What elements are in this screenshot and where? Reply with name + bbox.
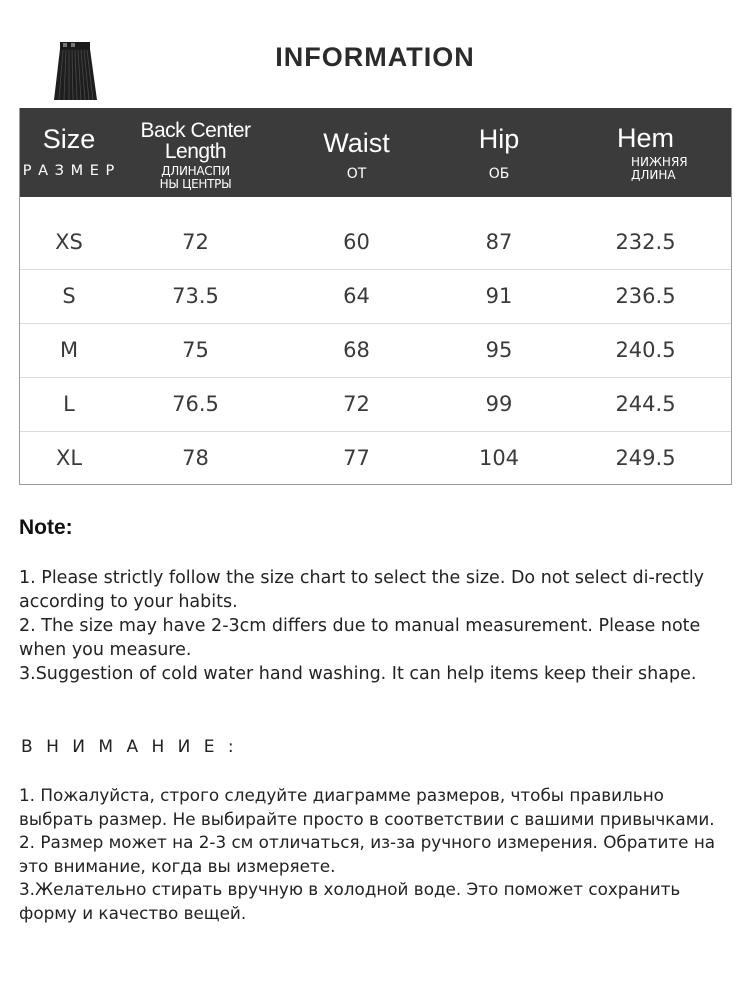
note-item-russian: 3.Желательно стирать вручную в холодной воде. Это поможет сохранить форму и качество вещей.	[19, 879, 681, 923]
header-hem	[558, 108, 733, 197]
cell-size: L	[63, 392, 75, 416]
table-row	[20, 215, 731, 269]
table-row	[20, 431, 731, 485]
page-title: INFORMATION	[275, 42, 475, 72]
cell-back-center-length: 73.5	[172, 284, 219, 308]
note-heading-russian: В Н И М А Н И Е :	[21, 737, 238, 757]
header-back-center-length-en-1: Back Center	[140, 119, 251, 142]
cell-hem: 240.5	[615, 338, 676, 362]
header-hem-ru-2: ДЛИНА	[631, 167, 676, 182]
row-divider	[20, 431, 731, 432]
header-size-ru: Р А З М Е Р	[22, 163, 116, 179]
cell-hip: 91	[485, 284, 513, 308]
cell-hem: 244.5	[615, 392, 676, 416]
table-row	[20, 323, 731, 377]
header-back-center-length-ru-2: НЫ ЦЕНТРЫ	[159, 176, 232, 191]
cell-size: XL	[55, 446, 83, 470]
cell-hem: 232.5	[615, 230, 676, 254]
note-item-russian: 1. Пожалуйста, строго следуйте диаграмме размеров, чтобы правильно выбрать размер. Не выбирайте просто в соответствии с вашими привычками.	[19, 785, 715, 829]
header-size	[20, 108, 118, 197]
note-heading: Note:	[19, 516, 73, 539]
header-hip-en: Hip	[478, 124, 520, 154]
note-item: 1. Please strictly follow the size chart to select the size. Do not select di-rectly according to your habits.	[19, 568, 705, 612]
table-row	[20, 377, 731, 431]
row-divider	[20, 323, 731, 324]
header-waist-ru: ОТ	[346, 166, 367, 182]
cell-waist: 60	[343, 230, 370, 254]
header-back-center-length-ru-1: ДЛИНАСПИ	[161, 164, 230, 178]
cell-size: M	[59, 338, 79, 362]
cell-size: XS	[55, 230, 83, 254]
cell-hem: 236.5	[615, 284, 676, 308]
note-item-russian: 2. Размер может на 2-3 см отличаться, из-за ручного измерения. Обратите на это внимание, когда вы измеряете.	[19, 832, 716, 876]
row-divider	[20, 377, 731, 378]
cell-size: S	[62, 284, 76, 308]
cell-back-center-length: 78	[182, 446, 209, 470]
header-hem-en: Hem	[616, 123, 674, 153]
cell-back-center-length: 72	[182, 230, 209, 254]
row-divider	[20, 269, 731, 270]
notes-english	[19, 566, 719, 686]
cell-waist: 77	[343, 446, 370, 470]
cell-hip: 87	[485, 230, 513, 254]
header-hip-ru: ОБ	[488, 166, 510, 182]
header-waist	[273, 108, 440, 197]
notes-russian	[19, 784, 731, 926]
table-header	[20, 108, 731, 197]
cell-hip: 95	[485, 338, 513, 362]
note-item: 3.Suggestion of cold water hand washing. It can help items keep their shape.	[19, 664, 697, 684]
header-waist-en: Waist	[323, 128, 390, 158]
cell-waist: 68	[343, 338, 370, 362]
size-chart-table	[19, 108, 732, 485]
table-row	[20, 269, 731, 323]
cell-hip: 104	[478, 446, 520, 470]
header-hem-ru-1: НИЖНЯЯ	[631, 155, 688, 169]
header-back-center-length-en-2: Length	[164, 140, 227, 163]
header-back-center-length	[118, 108, 273, 197]
cell-hip: 99	[485, 392, 513, 416]
note-item: 2. The size may have 2-3cm differs due to manual measurement. Please note when you measure.	[19, 616, 701, 660]
cell-back-center-length: 75	[182, 338, 209, 362]
header-hip	[440, 108, 558, 197]
cell-hem: 249.5	[615, 446, 676, 470]
cell-waist: 72	[343, 392, 370, 416]
cell-waist: 64	[343, 284, 370, 308]
cell-back-center-length: 76.5	[172, 392, 219, 416]
header-size-en: Size	[42, 124, 96, 154]
